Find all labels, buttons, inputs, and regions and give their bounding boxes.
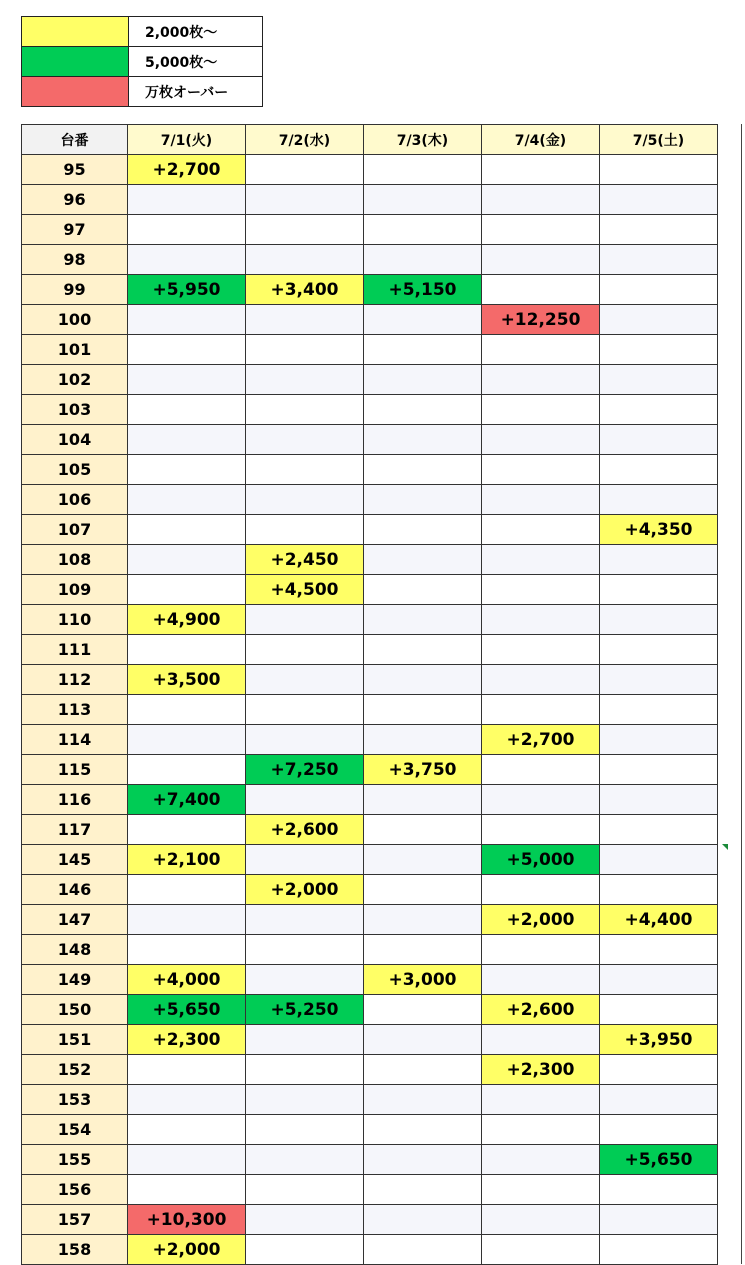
result-cell [482,1025,600,1055]
result-cell [128,635,246,665]
result-cell [364,875,482,905]
date-header: 7/5(土) [600,125,718,155]
result-cell [364,1085,482,1115]
result-cell [246,365,364,395]
machine-number: 147 [22,905,128,935]
table-row [22,995,718,1025]
machine-number: 145 [22,845,128,875]
result-cell [128,335,246,365]
machine-number: 117 [22,815,128,845]
table-row [22,1115,718,1145]
table-row [22,815,718,845]
machine-number: 153 [22,1085,128,1115]
result-cell [600,695,718,725]
result-cell [246,515,364,545]
table-row [22,1025,718,1055]
machine-number: 108 [22,545,128,575]
result-cell: +3,750 [364,755,482,785]
table-row [22,185,718,215]
table-row [22,455,718,485]
machine-number: 109 [22,575,128,605]
machine-number: 149 [22,965,128,995]
result-cell [482,665,600,695]
result-cell [364,185,482,215]
result-cell [482,1145,600,1175]
result-cell: +12,250 [482,305,600,335]
result-cell [364,545,482,575]
result-cell [246,1025,364,1055]
result-cell [482,425,600,455]
legend-swatch [22,17,129,47]
result-cell [482,1085,600,1115]
result-cell [128,725,246,755]
machine-number: 157 [22,1205,128,1235]
result-cell [600,1235,718,1265]
machine-number: 111 [22,635,128,665]
result-cell [128,365,246,395]
machine-number: 102 [22,365,128,395]
date-header: 7/1(火) [128,125,246,155]
result-cell: +4,900 [128,605,246,635]
machine-number: 116 [22,785,128,815]
result-cell: +4,500 [246,575,364,605]
result-cell [482,1205,600,1235]
result-cell [128,485,246,515]
result-cell [364,1115,482,1145]
result-cell [246,725,364,755]
cell-comment-marker-icon [722,844,728,850]
machine-number: 100 [22,305,128,335]
result-cell [246,635,364,665]
result-cell [600,1205,718,1235]
machine-number: 146 [22,875,128,905]
result-cell [128,1145,246,1175]
result-cell: +4,400 [600,905,718,935]
machine-number: 101 [22,335,128,365]
machine-number: 107 [22,515,128,545]
result-cell [246,665,364,695]
result-cell [482,155,600,185]
result-cell [364,575,482,605]
result-cell: +2,450 [246,545,364,575]
result-cell [600,215,718,245]
table-row [22,1175,718,1205]
result-cell [482,635,600,665]
result-cell [364,305,482,335]
result-cell [600,1055,718,1085]
result-cell: +3,000 [364,965,482,995]
legend-row [22,77,263,107]
result-cell: +2,300 [128,1025,246,1055]
machine-number: 95 [22,155,128,185]
table-row [22,845,718,875]
result-cell [246,1145,364,1175]
result-cell: +5,000 [482,845,600,875]
result-cell [246,1175,364,1205]
result-cell [600,365,718,395]
result-cell: +3,400 [246,275,364,305]
machine-number: 103 [22,395,128,425]
result-cell [364,1055,482,1085]
result-cell [246,185,364,215]
result-cell [364,695,482,725]
result-cell: +2,000 [482,905,600,935]
result-cell [364,785,482,815]
result-cell [246,1205,364,1235]
result-cell [482,215,600,245]
result-cell [364,905,482,935]
result-cell [482,245,600,275]
result-cell [246,155,364,185]
table-row [22,395,718,425]
result-cell [246,935,364,965]
result-cell [246,1235,364,1265]
table-row [22,635,718,665]
result-cell [364,725,482,755]
table-row [22,305,718,335]
table-row [22,905,718,935]
result-cell [246,455,364,485]
result-cell [364,845,482,875]
result-cell: +2,000 [246,875,364,905]
result-cell [600,245,718,275]
result-cell [364,1175,482,1205]
table-row [22,665,718,695]
machine-number: 150 [22,995,128,1025]
result-cell [246,335,364,365]
table-row [22,1085,718,1115]
result-cell [246,695,364,725]
result-cell [364,425,482,455]
result-cell [364,485,482,515]
result-cell [482,575,600,605]
result-cell [364,815,482,845]
date-header: 7/2(水) [246,125,364,155]
result-cell: +5,950 [128,275,246,305]
result-cell [600,545,718,575]
result-cell: +2,700 [128,155,246,185]
result-cell [482,1175,600,1205]
result-cell [364,365,482,395]
result-cell [364,605,482,635]
machine-number: 151 [22,1025,128,1055]
table-row [22,545,718,575]
table-row [22,875,718,905]
table-row [22,485,718,515]
result-cell [482,755,600,785]
result-cell [364,935,482,965]
date-header: 7/3(木) [364,125,482,155]
machine-number: 156 [22,1175,128,1205]
result-cell [600,635,718,665]
result-cell [600,875,718,905]
result-cell [128,455,246,485]
result-cell [128,905,246,935]
result-cell [128,935,246,965]
table-row [22,785,718,815]
result-cell [246,1115,364,1145]
table-row [22,575,718,605]
result-cell [364,395,482,425]
machine-number: 96 [22,185,128,215]
result-cell [128,515,246,545]
machine-number: 110 [22,605,128,635]
legend-table [21,16,263,107]
corner-header: 台番 [22,125,128,155]
machine-number: 155 [22,1145,128,1175]
result-cell: +5,650 [128,995,246,1025]
result-cell [600,935,718,965]
header-row [22,125,718,155]
result-cell: +5,650 [600,1145,718,1175]
result-cell [482,1115,600,1145]
result-cell [600,575,718,605]
result-cell: +5,250 [246,995,364,1025]
result-cell [246,245,364,275]
result-cell [364,515,482,545]
result-cell [482,875,600,905]
result-cell [482,605,600,635]
result-cell [246,785,364,815]
table-row [22,365,718,395]
result-cell [364,665,482,695]
results-table [21,124,718,1265]
result-cell [482,1235,600,1265]
result-cell [482,185,600,215]
result-cell [246,845,364,875]
result-cell: +3,950 [600,1025,718,1055]
result-cell [128,875,246,905]
legend-row [22,17,263,47]
result-cell: +7,400 [128,785,246,815]
result-cell [128,1085,246,1115]
table-row [22,335,718,365]
result-cell: +3,500 [128,665,246,695]
result-cell [600,995,718,1025]
result-cell [600,815,718,845]
result-cell [482,515,600,545]
result-cell [128,815,246,845]
result-cell [246,305,364,335]
result-cell [364,1235,482,1265]
machine-number: 115 [22,755,128,785]
result-cell [128,575,246,605]
result-cell: +2,600 [482,995,600,1025]
result-cell [600,755,718,785]
result-cell [364,335,482,365]
table-row [22,1235,718,1265]
result-cell [482,275,600,305]
table-row [22,515,718,545]
result-cell [364,1025,482,1055]
result-cell [482,965,600,995]
result-cell [600,665,718,695]
table-row [22,245,718,275]
table-row [22,725,718,755]
result-cell [364,245,482,275]
result-cell [600,185,718,215]
result-cell [600,275,718,305]
legend-label: 万枚オーバー [129,77,263,107]
result-cell [128,245,246,275]
result-cell [246,1055,364,1085]
table-row [22,755,718,785]
legend-swatch [22,47,129,77]
result-cell [482,545,600,575]
table-row [22,965,718,995]
result-cell [128,755,246,785]
result-cell [600,395,718,425]
result-cell [246,965,364,995]
result-cell: +5,150 [364,275,482,305]
result-cell [128,695,246,725]
result-cell [364,635,482,665]
result-cell [128,1115,246,1145]
result-cell: +2,700 [482,725,600,755]
result-cell [600,785,718,815]
result-cell: +4,000 [128,965,246,995]
result-cell [600,1085,718,1115]
result-cell [482,785,600,815]
result-cell [246,485,364,515]
sheet-edge-divider [741,124,742,1264]
result-cell [128,215,246,245]
machine-number: 158 [22,1235,128,1265]
table-row [22,1145,718,1175]
table-row [22,935,718,965]
result-cell [482,335,600,365]
result-cell [128,1175,246,1205]
result-cell [128,305,246,335]
result-cell [246,1085,364,1115]
result-cell: +2,100 [128,845,246,875]
result-cell [600,485,718,515]
result-cell [482,395,600,425]
table-row [22,425,718,455]
result-cell [128,1055,246,1085]
legend-swatch [22,77,129,107]
machine-number: 152 [22,1055,128,1085]
result-cell [482,695,600,725]
result-cell [482,365,600,395]
result-cell [600,455,718,485]
result-cell: +2,600 [246,815,364,845]
result-cell [128,425,246,455]
machine-number: 112 [22,665,128,695]
result-cell [364,1145,482,1175]
result-cell: +4,350 [600,515,718,545]
result-cell [246,395,364,425]
table-row [22,275,718,305]
table-row [22,155,718,185]
table-row [22,695,718,725]
result-cell: +10,300 [128,1205,246,1235]
machine-number: 113 [22,695,128,725]
result-cell [600,155,718,185]
result-cell [600,1175,718,1205]
machine-number: 154 [22,1115,128,1145]
result-cell [246,905,364,935]
result-cell [482,935,600,965]
result-cell [600,335,718,365]
result-cell [246,425,364,455]
machine-number: 97 [22,215,128,245]
result-cell [246,215,364,245]
table-row [22,605,718,635]
machine-number: 98 [22,245,128,275]
table-row [22,1205,718,1235]
table-row [22,215,718,245]
result-cell [600,605,718,635]
result-cell [364,995,482,1025]
result-cell [364,215,482,245]
result-cell [128,545,246,575]
result-cell [600,725,718,755]
result-cell: +2,000 [128,1235,246,1265]
legend-row [22,47,263,77]
machine-number: 105 [22,455,128,485]
result-cell: +2,300 [482,1055,600,1085]
result-cell [600,965,718,995]
legend-label: 2,000枚〜 [129,17,263,47]
result-cell: +7,250 [246,755,364,785]
result-cell [128,395,246,425]
result-cell [364,455,482,485]
machine-number: 106 [22,485,128,515]
machine-number: 104 [22,425,128,455]
result-cell [600,425,718,455]
result-cell [246,605,364,635]
result-cell [482,485,600,515]
result-cell [600,305,718,335]
date-header: 7/4(金) [482,125,600,155]
table-row [22,1055,718,1085]
result-cell [364,1205,482,1235]
legend-label: 5,000枚〜 [129,47,263,77]
result-cell [128,185,246,215]
result-cell [600,845,718,875]
machine-number: 114 [22,725,128,755]
machine-number: 99 [22,275,128,305]
result-cell [600,1115,718,1145]
machine-number: 148 [22,935,128,965]
result-cell [364,155,482,185]
result-cell [482,455,600,485]
result-cell [482,815,600,845]
